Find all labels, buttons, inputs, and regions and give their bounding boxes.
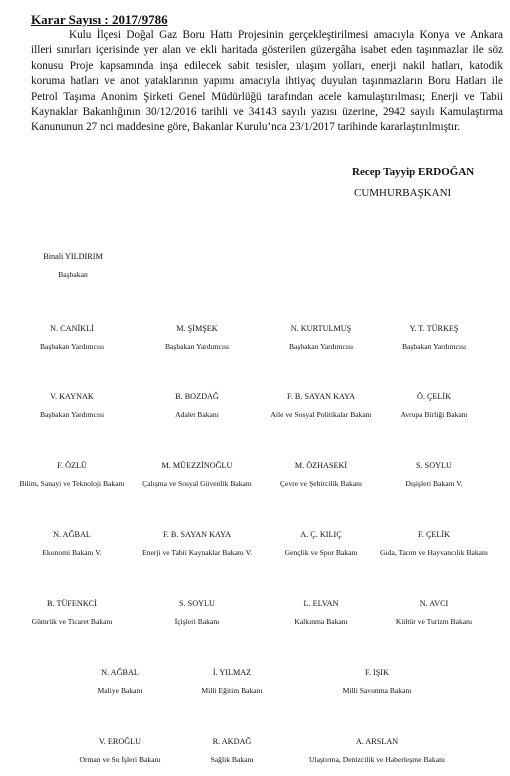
minister-name: Ö. ÇELİK [416,392,452,401]
body-line: koruma hatları ve anot yataklarının yapımı amacıyla ihtiyaç duyulan taşınmazların Boru Hatları ile [31,75,503,88]
minister-role: Başbakan Yardımcısı [164,342,230,351]
body-line: konusu Proje kapsamında inşa edilecek sabit tesisler, ulaşım yolları, enerji nakil hatları, katodik [31,59,503,72]
minister-name: V. EROĞLU [98,737,142,746]
minister-name: S. SOYLU [416,461,452,470]
minister-name: L. ELVAN [303,599,339,608]
minister-role: Başbakan Yardımcısı [39,410,105,419]
minister-role: Çalışma ve Sosyal Güvenlik Bakanı [142,479,252,488]
minister-role: Avrupa Birliği Bakanı [400,410,468,419]
minister-role: Başbakan Yardımcısı [288,342,354,351]
minister-role: Ekonomi Bakanı V. [42,548,102,557]
minister-role: Kültür ve Turizm Bakanı [395,617,473,626]
president-title: CUMHURBAŞKANI [354,187,452,199]
minister-role: Adalet Bakanı [175,410,219,419]
minister-name: S. SOYLU [179,599,215,608]
minister-role: Aile ve Sosyal Politikalar Bakanı [270,410,372,419]
minister-name: B. BOZDAĞ [175,392,219,401]
minister-name: B. TÜFENKCİ [47,599,97,608]
minister-role: Milli Savunma Bakanı [342,686,412,695]
minister-role: Enerji ve Tabii Kaynaklar Bakanı V. [142,548,252,557]
minister-name: Binali YILDIRIM [43,252,103,261]
minister-role: Sağlık Bakanı [210,755,254,764]
minister-name: F. ÇELİK [417,530,451,539]
president-name: Recep Tayyip ERDOĞAN [352,166,475,178]
minister-name: V. KAYNAK [50,392,94,401]
minister-name: A. Ç. KILIÇ [300,530,342,539]
minister-role: Gıda, Tarım ve Hayvancılık Bakanı [380,548,488,557]
minister-role: Orman ve Su İşleri Bakanı [79,755,161,764]
body-line: Petrol Taşıma Anonim Şirketi Genel Müdürlüğü tarafından acele kamulaştırılması; Enerji ve Tabii [31,90,503,103]
body-line: Kanununun 27 nci maddesine göre, Bakanlar Kurulu’nca 23/1/2017 tarihinde kararlaştırılmıştır. [31,121,461,134]
decision-body [31,28,503,136]
minister-name: N. AĞBAL [101,668,139,677]
minister-name: N. KURTULMUŞ [290,324,352,333]
minister-name: N. CANİKLİ [50,324,94,333]
minister-role: Ulaştırma, Denizcilik ve Haberleşme Bakanı [308,755,446,764]
minister-name: A. ARSLAN [355,737,399,746]
minister-name: N. AĞBAL [53,530,91,539]
minister-role: Başbakan Yardımcısı [401,342,467,351]
body-line: Kulu İlçesi Doğal Gaz Boru Hattı Projesinin gerçekleştirilmesi amacıyla Konya ve Ankara [69,29,503,41]
minister-name: İ. YILMAZ [212,668,252,677]
minister-name: F. B. SAYAN KAYA [162,530,232,539]
minister-role: İçişleri Bakanı [174,617,220,626]
minister-role: Çevre ve Şehircilik Bakanı [279,479,363,488]
minister-name: F. ÖZLÜ [57,461,87,470]
minister-role: Başbakan [58,270,88,279]
minister-name: M. ÖZHASEKİ [294,461,348,470]
minister-role: Dışişleri Bakanı V. [405,479,463,488]
minister-name: N. AVCI [419,599,449,608]
minister-role: Kalkınma Bakanı [294,617,348,626]
minister-name: Y. T. TÜRKEŞ [409,324,459,333]
minister-role: Bilim, Sanayi ve Teknoloji Bakanı [19,479,125,488]
body-line: Kaynaklar Bakanlığının 30/12/2016 tarihli ve 34143 sayılı yazısı üzerine, 2942 sayılı Kamulaştırma [31,106,503,119]
minister-name: F. IŞIK [365,668,389,677]
body-line: illeri sınırları içerisinde yer alan ve ekli haritada gösterilen güzergâha isabet eden taşınmazlar ile söz [31,44,503,57]
minister-role: Gümrük ve Ticaret Bakanı [31,617,113,626]
minister-name: M. MÜEZZİNOĞLU [161,461,233,470]
minister-role: Maliye Bakanı [97,686,143,695]
minister-name: R. AKDAĞ [212,737,252,746]
minister-role: Milli Eğitim Bakanı [201,686,263,695]
decision-number-title: Karar Sayısı : 2017/9786 [31,12,168,27]
minister-name: M. ŞİMŞEK [176,324,218,333]
minister-role: Başbakan Yardımcısı [39,342,105,351]
minister-name: F. B. SAYAN KAYA [286,392,356,401]
minister-role: Gençlik ve Spor Bakanı [284,548,358,557]
